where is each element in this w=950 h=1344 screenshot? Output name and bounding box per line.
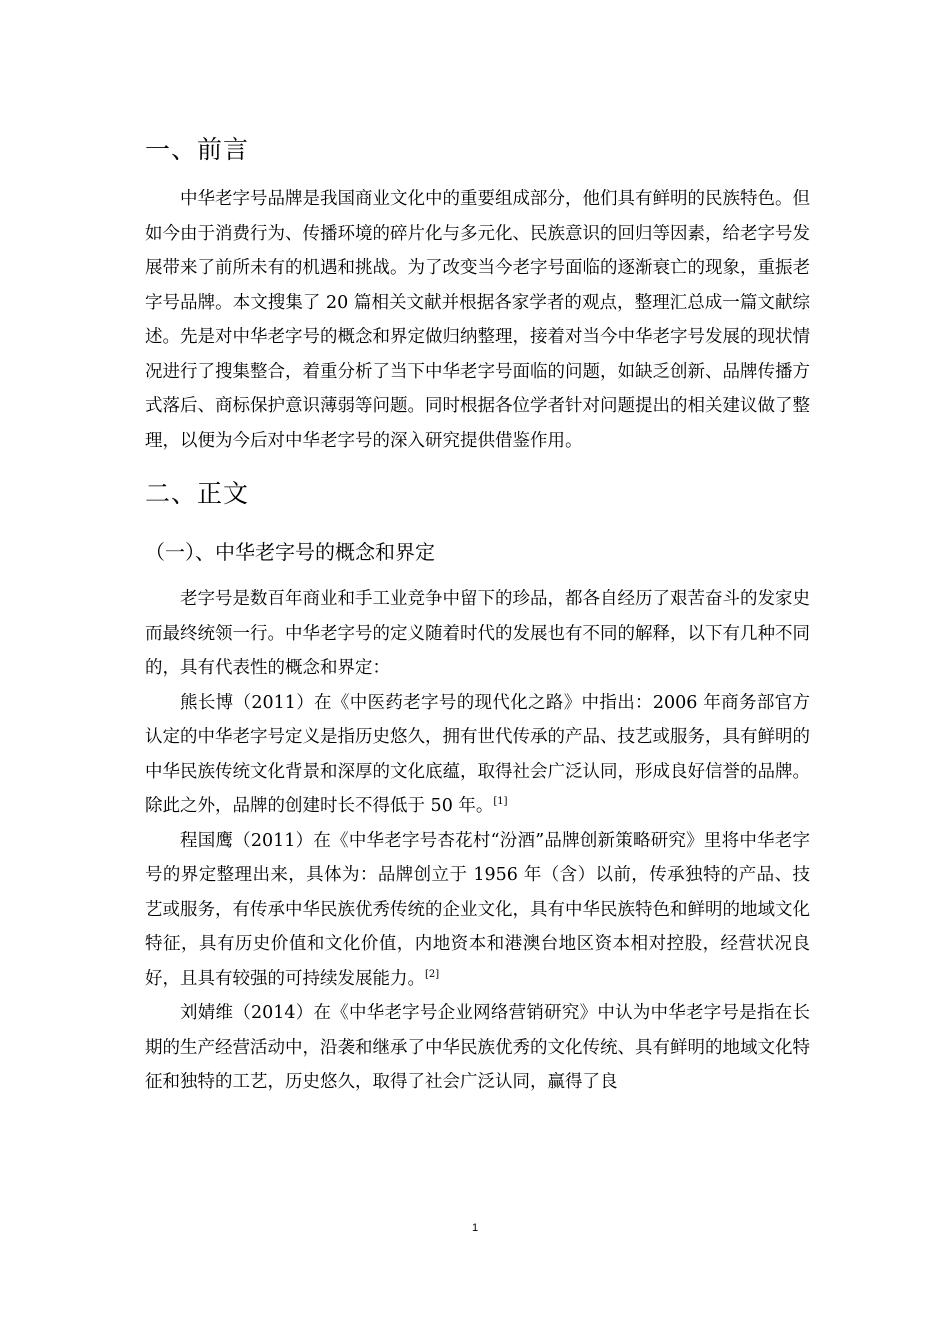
xiong-paragraph	[145, 686, 810, 824]
page-number: 1	[471, 1222, 479, 1234]
cheng-paragraph-text: 程国鹰（2011）在《中华老字号杏花村“汾酒”品牌创新策略研究》里将中华老字号的界定整理出来，具体为：品牌创立于 1956 年（含）以前，传承独特的产品、技艺或服务，有传承中华民族优秀传统的企业文化，具有中华民族特色和鲜明的地域文化特征，具有历史价值和文化价值，内地资本和港澳台地区资本相对控股，经营状况良好，且具有较强的可持续发展能力。	[145, 830, 810, 989]
section-title-preface: 一、前言	[145, 135, 250, 164]
citation-2: [2]	[425, 968, 440, 980]
citation-1: [1]	[493, 796, 508, 808]
cheng-paragraph	[145, 824, 810, 997]
preface-paragraph: 中华老字号品牌是我国商业文化中的重要组成部分，他们具有鲜明的民族特色。但如今由于消费行为、传播环境的碎片化与多元化、民族意识的回归等因素，给老字号发展带来了前所未有的机遇和挑战。为了改变当今老字号面临的逐渐衰亡的现象，重振老字号品牌。本文搜集了 20 篇相关文献并根据各家学者的观点，整理汇总成一篇文献综述。先是对中华老字号的概念和界定做归纳整理，接着对当今中华老字号发展的现状情况进行了搜集整合，着重分析了当下中华老字号面临的问题，如缺乏创新、品牌传播方式落后、商标保护意识薄弱等问题。同时根据各位学者针对问题提出的相关建议做了整理，以便为今后对中华老字号的深入研究提供借鉴作用。	[145, 189, 810, 451]
liu-paragraph: 刘婧维（2014）在《中华老字号企业网络营销研究》中认为中华老字号是指在长期的生产经营活动中，沿袭和继承了中华民族优秀的文化传统、具有鲜明的地域文化特征和独特的工艺，历史悠久，取得了社会广泛认同，赢得了良	[145, 1003, 810, 1092]
page-content	[145, 132, 810, 1100]
xiong-paragraph-text: 熊长博（2011）在《中医药老字号的现代化之路》中指出：2006 年商务部官方认定的中华老字号定义是指历史悠久，拥有世代传承的产品、技艺或服务，具有鲜明的中华民族传统文化背景和深厚的文化底蕴，取得社会广泛认同，形成良好信誉的品牌。除此之外，品牌的创建时长不得低于 50 年。	[145, 692, 810, 816]
subsection-title-concept: （一）、中华老字号的概念和界定	[145, 540, 435, 564]
section-title-body: 二、正文	[145, 479, 250, 508]
concept-intro-paragraph: 老字号是数百年商业和手工业竞争中留下的珍品，都各自经历了艰苦奋斗的发家史而最终统领一行。中华老字号的定义随着时代的发展也有不同的解释，以下有几种不同的，具有代表性的概念和界定：	[145, 589, 810, 678]
